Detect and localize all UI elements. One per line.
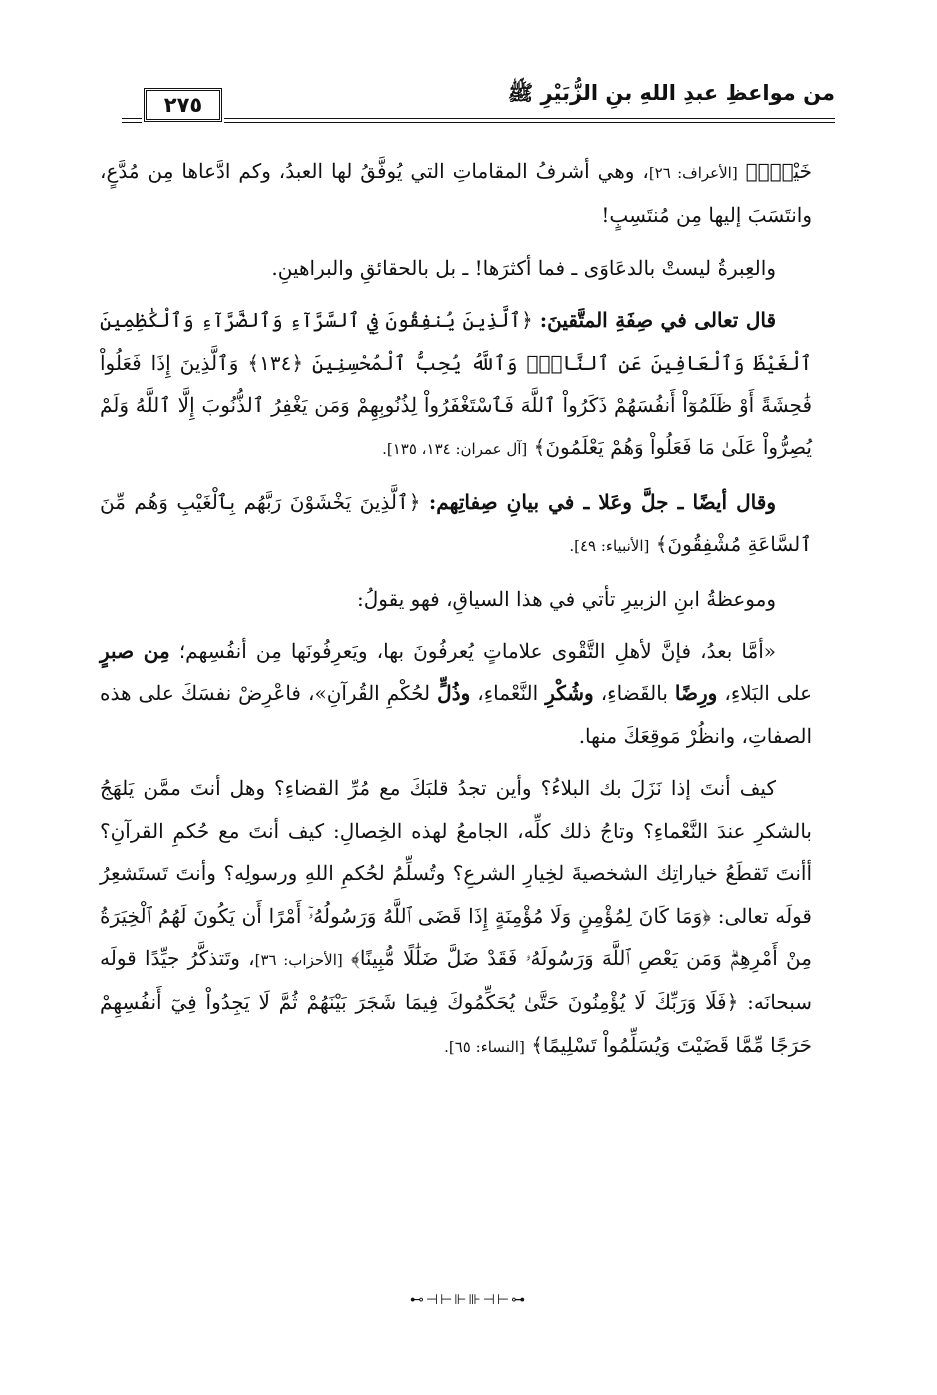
quran-verse: ﴿وَمَا كَانَ لِمُؤْمِنٍ وَلَا مُؤْمِنَةٍ إِذَا قَضَى ٱللَّهُ وَرَسُولُهُۥٓ أَمْرًا أَن يَكُونَ لَهُمُ ٱلْخِيَرَةُ مِنْ أَمْرِهِمْۗ وَمَن يَعْصِ ٱللَّهَ وَرَسُولَهُۥ فَقَدْ ضَلَّ ضَلَٰلًا مُّبِينًا﴾ — [100, 903, 812, 970]
quote-bold: مِن صبرٍ — [100, 639, 170, 664]
quran-verse: ﴿ٱلَّذِينَ يَخْشَوْنَ رَبَّهُم بِٱلْغَيْبِ وَهُم مِّنَ ٱلسَّاعَةِ مُشْفِقُونَ﴾ — [100, 489, 812, 557]
quote-text: لحُكْمِ القُرآنِ»، فاعْرِضْ نفسَكَ على هذه الصفاتِ، وانظُرْ مَوقِعَكَ منها. — [100, 681, 812, 748]
quote-text: «أمَّا بعدُ، فإنَّ لأهلِ التَّقْوى علاماتٍ يُعرفُونَ بها، ويَعرِفُونَها مِن أنفُسِهم؛ — [178, 639, 777, 664]
running-title: من مواعظِ عبدِ اللهِ بنِ الزُّبَيْرِ ﷺ — [507, 81, 835, 105]
paragraph-lead: قال تعالى في صِفَةِ المتَّقينَ: — [539, 308, 776, 333]
paragraph-lead: وقال أيضًا ـ جلَّ وعَلا ـ في بيانِ صِفاتِهم: — [428, 489, 776, 514]
verse-reference: [النساء: ٦٥]. — [444, 1037, 525, 1056]
page-header — [122, 70, 835, 130]
paragraph-text: كيف أنتَ إذا نَزَلَ بك البلاءُ؟ وأين تجدُ قلبَكَ مع مُرِّ القضاءِ؟ وهل أنتَ ممَّن يَلهَجُ بالشكرِ عندَ النَّعْماءِ؟ وتاجُ ذلك كلِّه، الجامعُ لهذه الخِصالِ: كيف أنتَ مع حُكمِ القرآنِ؟ أأنتَ تَقطَعُ خياراتِك الشخصيةَ لخِيارِ الشرعِ؟ وتُسلِّمُ لحُكمِ اللهِ ورسولِه؟ وأنتَ تَستَشعِرُ قولَه تعالى: — [100, 776, 813, 928]
footer-ornament: ⊷⊣⊢⊩⊪⊣⊢⊶ — [409, 1292, 528, 1308]
quran-verse: ﴿ٱلَّذِينَ يُنفِقُونَ فِي ٱلسَّرَّآءِ وَٱلضَّرَّآءِ وَٱلْكَٰظِمِينَ ٱلْغَيْظَ وَٱلْعَافِينَ عَنِ ٱلنَّاسِۗ وَٱللَّهُ يُحِبُّ ٱلْمُحْسِنِينَ ﴿١٣٤﴾ وَٱلَّذِينَ إِذَا فَعَلُواْ فَٰحِشَةً أَوْ ظَلَمُوٓاْ أَنفُسَهُمْ ذَكَرُواْ ٱللَّهَ فَٱسْتَغْفَرُواْ لِذُنُوبِهِمْ وَمَن يَغْفِرُ ٱلذُّنُوبَ إِلَّا ٱللَّهُ وَلَمْ يُصِرُّواْ عَلَىٰ مَا فَعَلُواْ وَهُمْ يَعْلَمُونَ﴾ — [100, 308, 812, 460]
paragraph-6 — [100, 630, 812, 757]
paragraph-text: ، وتَتذكَّرُ جيِّدًا قولَه سبحانَه: — [100, 945, 812, 1015]
paragraph-text: ، وهي أشرفُ المقاماتِ التي يُوفَّقُ لها العبدُ، وكم ادَّعاها مِن مُدَّعٍ، وانتَسَبَ إليها مِن مُنتَسِبٍ! — [100, 159, 812, 228]
header-rule-left — [122, 118, 142, 123]
page-number: ٢٧٥ — [144, 88, 222, 122]
header-rule — [224, 118, 835, 123]
paragraph-5: وموعظةُ ابنِ الزبيرِ تأتي في هذا السياقِ، فهو يقولُ: — [356, 586, 776, 611]
quote-bold: وذُلٍّ — [437, 681, 471, 706]
quote-text: النَّعْماءِ، — [477, 681, 539, 706]
quote-bold: وشُكْرِ — [545, 681, 594, 706]
quote-text: على البَلاءِ، — [724, 681, 813, 706]
quote-text: بالقَضاءِ، — [600, 681, 668, 706]
quran-verse-end: خَيْرٌۚ﴾ — [745, 159, 813, 183]
verse-reference: [الأعراف: ٢٦] — [648, 164, 738, 182]
verse-reference: [آل عمران: ١٣٤، ١٣٥]. — [382, 440, 528, 459]
paragraph-7 — [100, 767, 812, 1068]
paragraph-3 — [100, 299, 812, 471]
paragraph-4 — [100, 481, 812, 568]
page-body — [100, 150, 812, 1078]
verse-reference: [الأحزاب: ٣٦] — [254, 950, 343, 969]
quran-verse: ﴿فَلَا وَرَبِّكَ لَا يُؤْمِنُونَ حَتَّىٰ يُحَكِّمُوكَ فِيمَا شَجَرَ بَيْنَهُمْ ثُمَّ لَا يَجِدُواْ فِيٓ أَنفُسِهِمْ حَرَجًا مِّمَّا قَضَيْتَ وَيُسَلِّمُواْ تَسْلِيمًا﴾ — [100, 990, 812, 1057]
paragraph-2: والعِبرةُ ليستْ بالدعَاوَى ـ فما أكثرَها! ـ بل بالحقائقِ والبراهينِ. — [271, 255, 776, 280]
quote-bold: ورِضًا — [674, 681, 718, 706]
verse-reference: [الأنبياء: ٤٩]. — [569, 537, 650, 556]
paragraph-1 — [100, 150, 812, 237]
